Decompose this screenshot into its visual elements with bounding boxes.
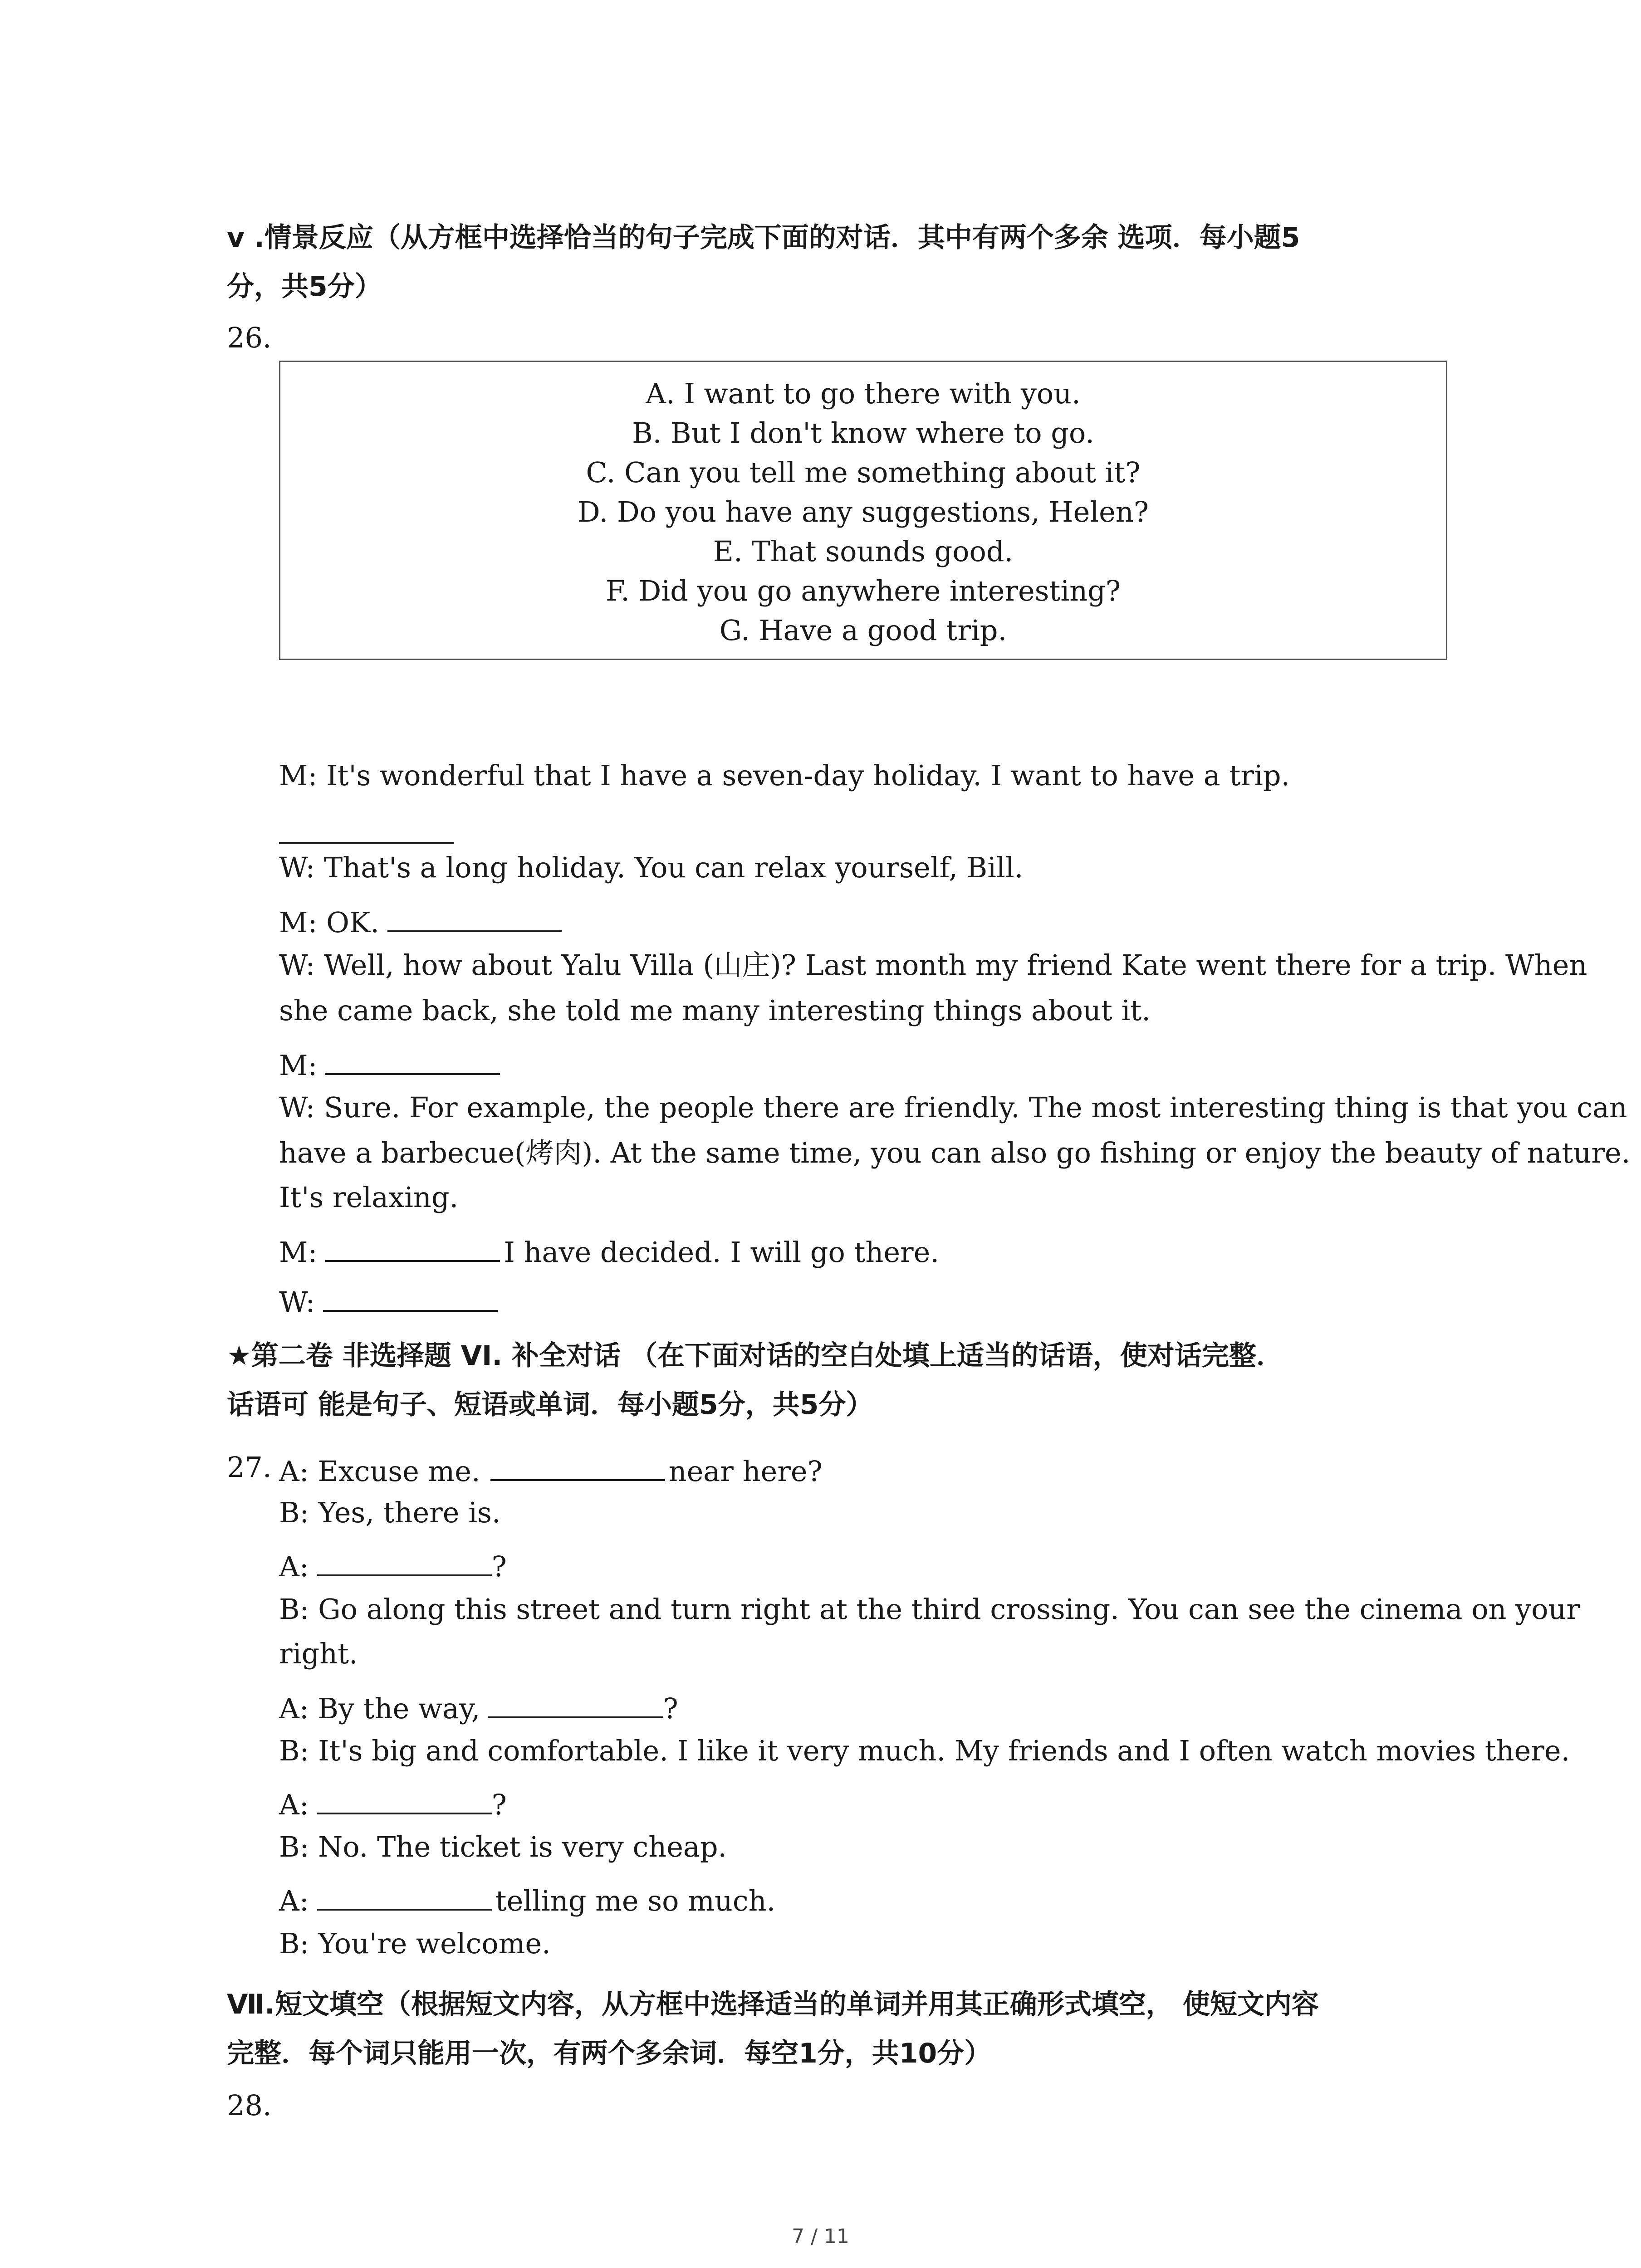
dialogue-26-line-4: W: Well, how about Yalu Villa (山庄)? Last month my friend Kate went there for a trip. When bbox=[279, 948, 1587, 982]
answer-blank[interactable] bbox=[317, 1545, 492, 1576]
speaker-text: M: OK. bbox=[279, 906, 379, 939]
answer-blank[interactable] bbox=[317, 1879, 492, 1911]
dialogue-26-line-5: she came back, she told me many interesting things about it. bbox=[279, 994, 1151, 1027]
option-e: E. That sounds good. bbox=[713, 535, 1014, 568]
dialogue-27-line-1 bbox=[279, 1449, 823, 1490]
dialogue-text: ? bbox=[663, 1692, 678, 1725]
dialogue-27-line-2: B: Yes, there is. bbox=[279, 1496, 501, 1529]
speaker-text: A: bbox=[279, 1788, 309, 1821]
answer-blank[interactable] bbox=[490, 1449, 665, 1481]
speaker-text: M: bbox=[279, 1236, 318, 1269]
option-g: G. Have a good trip. bbox=[719, 614, 1007, 647]
answer-blank[interactable] bbox=[317, 1783, 492, 1814]
answer-blank[interactable] bbox=[279, 812, 454, 844]
section-5-heading-line-2: 分，共5分） bbox=[227, 271, 382, 303]
section-6-heading-line-1: ★第二卷 非选择题 VI. 补全对话 （在下面对话的空白处填上适当的话语，使对话完整． bbox=[227, 1340, 1283, 1372]
dialogue-text: ? bbox=[491, 1788, 507, 1821]
dialogue-26-blank-1-line bbox=[279, 812, 457, 852]
section-6-heading-line-2: 话语可 能是句子、短语或单词．每小题5分，共5分） bbox=[227, 1389, 873, 1421]
dialogue-27-line-3 bbox=[279, 1545, 507, 1585]
dialogue-26-line-10 bbox=[279, 1230, 939, 1271]
dialogue-26-line-2: W: That's a long holiday. You can relax yourself, Bill. bbox=[279, 851, 1024, 884]
section-5-heading bbox=[227, 213, 1452, 311]
section-7-heading-line-1: Ⅶ.短文填空（根据短文内容，从方框中选择适当的单词并用其正确形式填空， 使短文内容 bbox=[227, 1989, 1319, 2020]
dialogue-text: ? bbox=[491, 1550, 507, 1583]
dialogue-26-line-6 bbox=[279, 1043, 504, 1084]
speaker-text: A: bbox=[279, 1884, 309, 1917]
dialogue-26-line-7: W: Sure. For example, the people there are friendly. The most interesting thing is that you can bbox=[279, 1091, 1627, 1124]
answer-blank[interactable] bbox=[325, 1230, 500, 1262]
option-d: D. Do you have any suggestions, Helen? bbox=[578, 495, 1149, 528]
section-5-heading-line-1: v .情景反应（从方框中选择恰当的句子完成下面的对话．其中有两个多余 选项．每小题5 bbox=[227, 222, 1300, 254]
option-c: C. Can you tell me something about it? bbox=[586, 456, 1141, 489]
dialogue-27-line-8 bbox=[279, 1783, 507, 1823]
answer-blank[interactable] bbox=[323, 1280, 498, 1312]
dialogue-26-line-3 bbox=[279, 900, 566, 941]
dialogue-27-line-5: right. bbox=[279, 1637, 358, 1670]
dialogue-text: telling me so much. bbox=[495, 1884, 776, 1917]
dialogue-27-line-7: B: It's big and comfortable. I like it very much. My friends and I often watch movies there. bbox=[279, 1734, 1570, 1767]
speaker-text: A: bbox=[279, 1550, 309, 1583]
dialogue-26-line-8: have a barbecue(烤肉). At the same time, you can also go fishing or enjoy the beauty of nature. bbox=[279, 1136, 1631, 1169]
answer-blank[interactable] bbox=[387, 900, 562, 932]
section-7-heading bbox=[227, 1980, 1452, 2078]
options-box bbox=[279, 361, 1447, 660]
dialogue-27-line-6 bbox=[279, 1686, 678, 1727]
section-6-heading bbox=[227, 1331, 1452, 1429]
dialogue-26-line-11 bbox=[279, 1280, 501, 1320]
page-number: 7 / 11 bbox=[792, 2225, 849, 2248]
dialogue-26-line-1: M: It's wonderful that I have a seven-day holiday. I want to have a trip. bbox=[279, 759, 1290, 792]
dialogue-27-line-10 bbox=[279, 1879, 775, 1919]
option-b: B. But I don't know where to go. bbox=[632, 416, 1094, 450]
dialogue-27-line-4: B: Go along this street and turn right at the third crossing. You can see the cinema on your bbox=[279, 1593, 1580, 1626]
answer-blank[interactable] bbox=[488, 1686, 663, 1718]
speaker-text: W: bbox=[279, 1286, 315, 1319]
dialogue-27-line-11: B: You're welcome. bbox=[279, 1927, 551, 1960]
dialogue-text: near here? bbox=[668, 1455, 823, 1488]
question-26-number: 26. bbox=[227, 321, 272, 354]
dialogue-text: I have decided. I will go there. bbox=[504, 1236, 940, 1269]
question-27-number: 27. bbox=[227, 1451, 272, 1484]
question-28-number: 28. bbox=[227, 2089, 272, 2122]
dialogue-26-line-9: It's relaxing. bbox=[279, 1181, 459, 1214]
speaker-text: A: By the way, bbox=[279, 1692, 480, 1725]
speaker-text: M: bbox=[279, 1049, 318, 1082]
option-a: A. I want to go there with you. bbox=[646, 377, 1081, 410]
option-f: F. Did you go anywhere interesting? bbox=[605, 574, 1121, 607]
dialogue-27-line-9: B: No. The ticket is very cheap. bbox=[279, 1830, 727, 1863]
section-7-heading-line-2: 完整．每个词只能用一次，有两个多余词．每空1分，共10分） bbox=[227, 2038, 992, 2069]
answer-blank[interactable] bbox=[325, 1043, 500, 1075]
speaker-text: A: Excuse me. bbox=[279, 1455, 480, 1488]
